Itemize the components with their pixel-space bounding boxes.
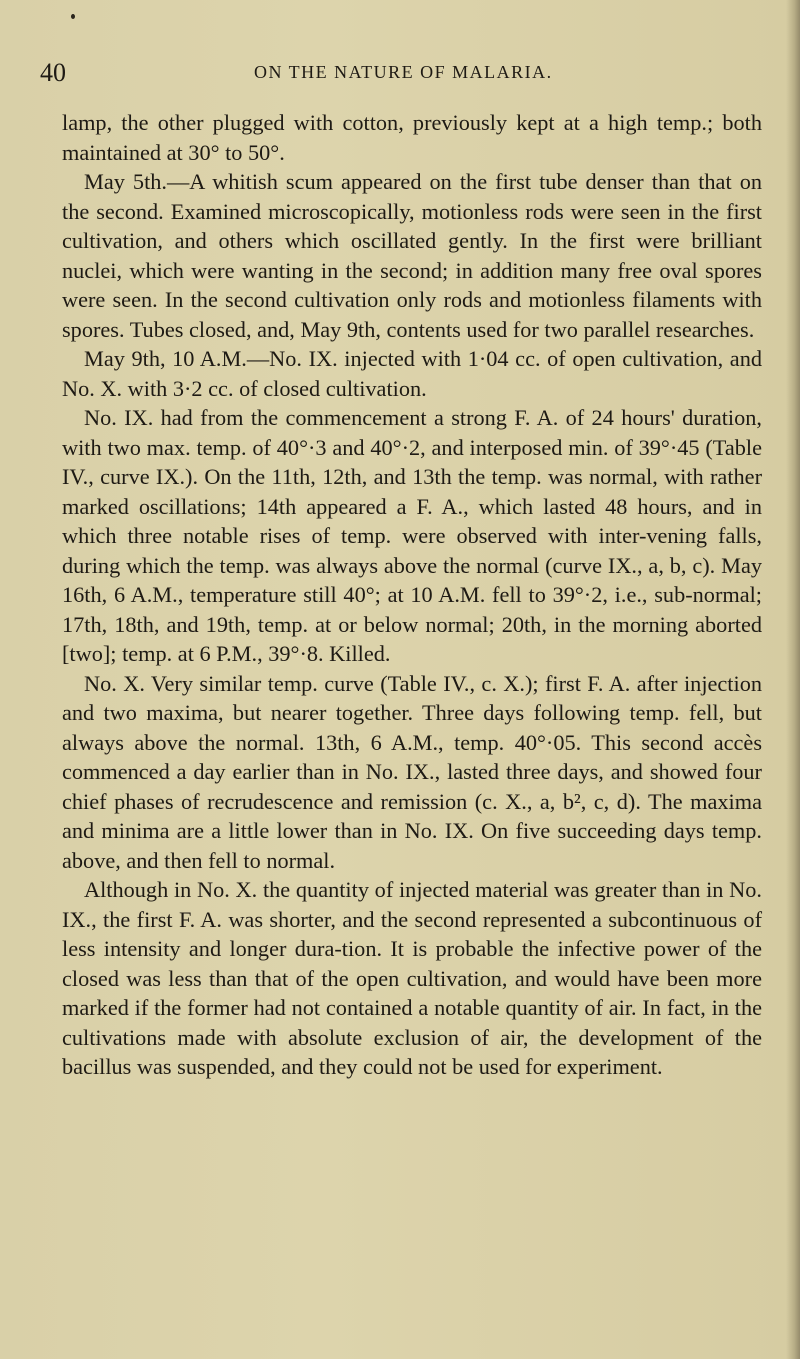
body-text [62,108,762,1082]
paragraph: May 9th, 10 A.M.—No. IX. injected with 1·04 cc. of open cultivation, and No. X. with 3·2 cc. of closed cultivation. [62,346,762,401]
running-head: ON THE NATURE OF MALARIA. [254,62,553,82]
ink-dot [71,14,75,19]
paragraph: No. IX. had from the commencement a strong F. A. of 24 hours' duration, with two max. temp. of 40°·3 and 40°·2, and interposed min. of 39°·45 (Table IV., curve IX.). On the 11th, 12th, and 13th the temp. was normal, with rather marked oscillations; 14th appeared a F. A., which lasted 48 hours, and in which three notable rises of temp. were observed with inter-vening falls, during which the temp. was always above the normal (curve IX., a, b, c). May 16th, 6 A.M., temperature still 40°; at 10 A.M. fell to 39°·2, i.e., sub-normal; 17th, 18th, and 19th, temp. at or below normal; 20th, in the morning aborted [two]; temp. at 6 P.M., 39°·8. Killed. [62,405,762,666]
page-number: 40 [40,58,66,87]
paragraph: Although in No. X. the quantity of injected material was greater than in No. IX., the first F. A. was shorter, and the second represented a subcontinuous of less intensity and longer dura-tion. It is probable the infective power of the closed was less than that of the open cultivation, and would have been more marked if the former had not contained a notable quantity of air. In fact, in the cultivations made with absolute exclusion of air, the development of the bacillus was suspended, and they could not be used for experiment. [62,877,762,1079]
paragraph: lamp, the other plugged with cotton, previously kept at a high temp.; both maintained at 30° to 50°. [62,110,762,165]
paragraph: May 5th.—A whitish scum appeared on the first tube denser than that on the second. Examined microscopically, motionless rods were seen in the first cultivation, and others which oscillated gently. In the first were brilliant nuclei, which were wanting in the second; in addition many free oval spores were seen. In the second cultivation only rods and motionless filaments with spores. Tubes closed, and, May 9th, contents used for two parallel researches. [62,169,762,342]
page-header [40,58,780,88]
paragraph: No. X. Very similar temp. curve (Table IV., c. X.); first F. A. after injection and two maxima, but nearer together. Three days following temp. fell, but always above the normal. 13th, 6 A.M., temp. 40°·05. This second accès commenced a day earlier than in No. IX., lasted three days, and showed four chief phases of recrudescence and remission (c. X., a, b², c, d). The maxima and minima are a little lower than in No. IX. On five succeeding days temp. above, and then fell to normal. [62,670,762,873]
page-edge-shadow [786,0,800,1359]
